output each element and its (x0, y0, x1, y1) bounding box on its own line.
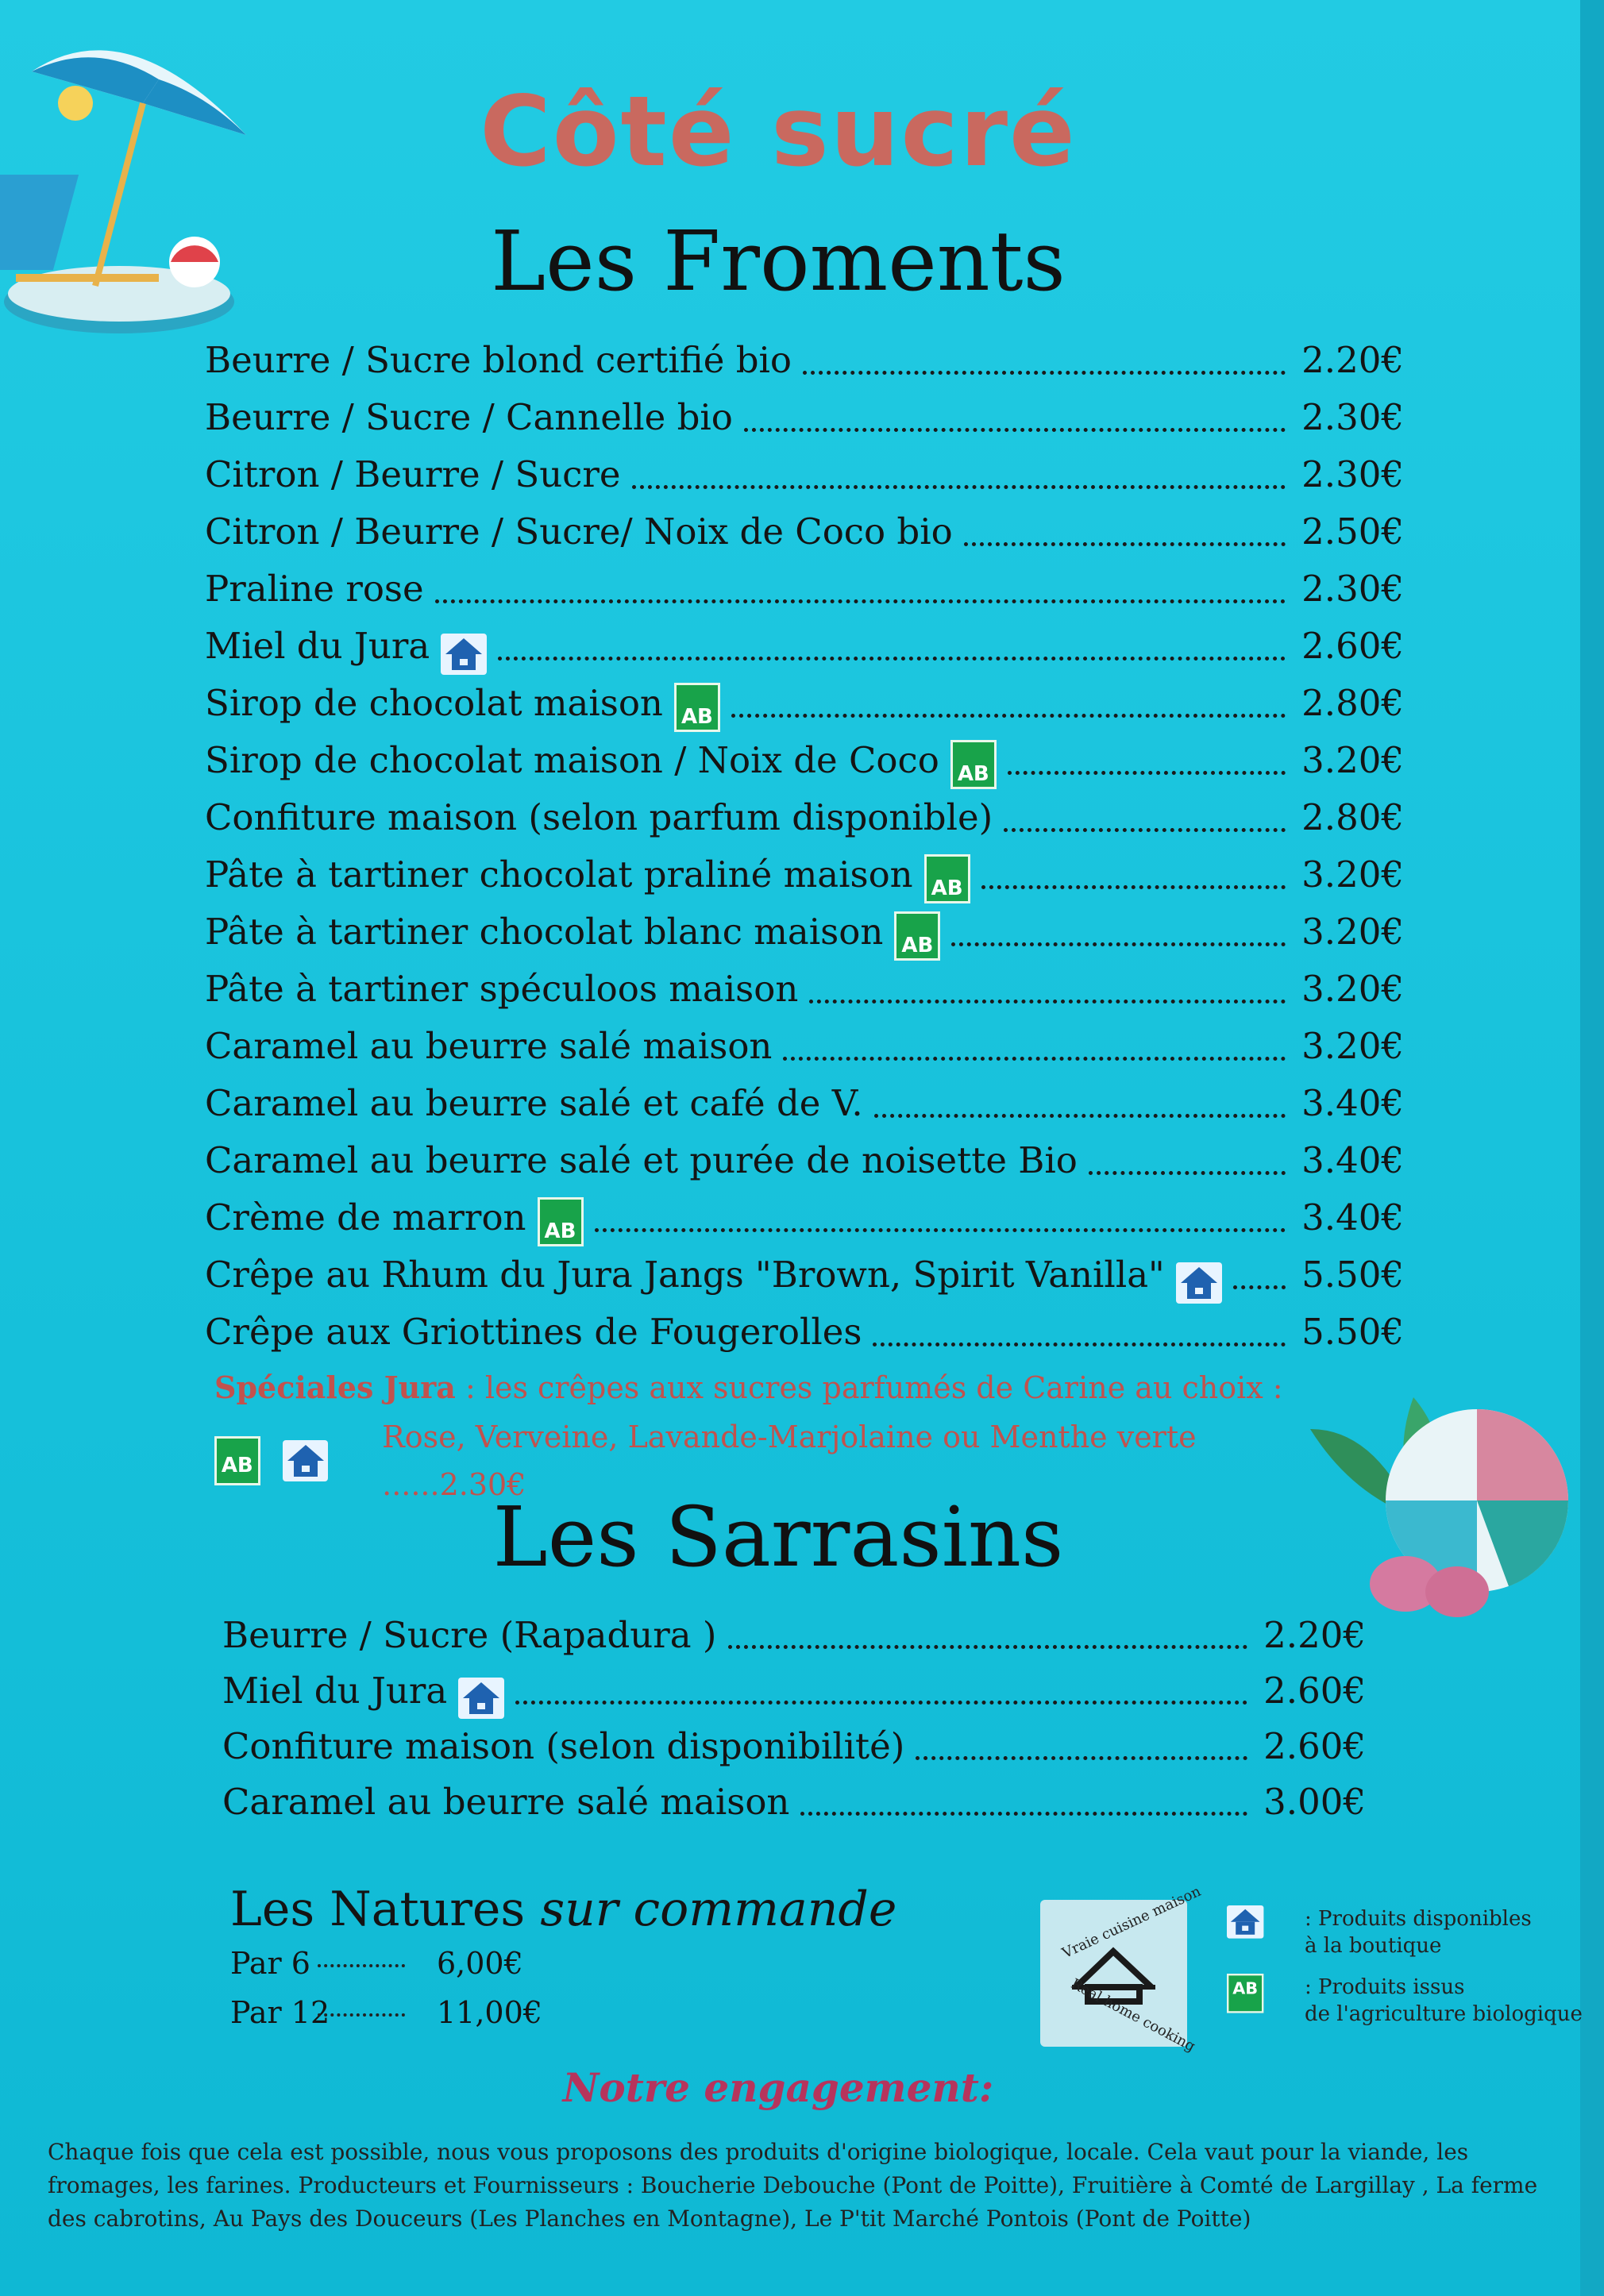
dot-leader (981, 885, 1286, 889)
menu-item-name: Praline rose (205, 568, 424, 610)
ab-bio-icon: AB (950, 740, 997, 789)
menu-item (205, 1304, 1404, 1361)
menu-item-name: Caramel au beurre salé maison (205, 1025, 773, 1067)
menu-item-price: 5.50€ (1301, 1311, 1404, 1353)
menu-item-name: Pâte à tartiner chocolat praliné maison (205, 853, 913, 896)
menu-item (205, 561, 1404, 618)
dot-leader (1233, 1285, 1286, 1289)
natures-item-price: 11,00€ (437, 1995, 542, 2030)
sarrasins-section-title: Les Sarrasins (492, 1489, 1064, 1585)
dot-leader (632, 485, 1286, 489)
menu-item-name: Sirop de chocolat maison (205, 682, 663, 724)
menu-item (205, 903, 1404, 961)
dot-leader (874, 1114, 1286, 1118)
menu-item-icons (674, 683, 720, 732)
legend-house (1227, 1905, 1583, 1959)
menu-item (205, 1189, 1404, 1246)
ab-bio-icon: AB (894, 911, 940, 961)
menu-item (205, 332, 1404, 389)
natures-list (230, 1940, 896, 2036)
froments-section-title: Les Froments (491, 213, 1066, 310)
menu-item-price: 3.40€ (1301, 1196, 1404, 1239)
menu-item-name: Pâte à tartiner spéculoos maison (205, 968, 799, 1010)
special-jura-note (214, 1364, 1342, 1508)
special-line-2-text: Rose, Verveine, Lavande-Marjolaine ou Menthe verte ......2.30€ (382, 1420, 1197, 1502)
menu-item-icons (894, 911, 940, 961)
menu-item-name: Sirop de chocolat maison / Noix de Coco (205, 739, 939, 781)
menu-item-price: 2.20€ (1301, 339, 1404, 381)
natures-section (230, 1882, 896, 2036)
froments-list (205, 332, 1404, 1361)
ab-bio-icon: AB (538, 1197, 584, 1246)
dot-leader (964, 542, 1286, 546)
menu-item-price: 3.20€ (1301, 739, 1404, 781)
menu-item (205, 732, 1404, 789)
engagement-text: Chaque fois que cela est possible, nous vous proposons des produits d'origine biologique, locale. Cela vaut pour la viande, les fromages, les farines. Producteurs et Fournisseurs : Boucherie Debouche (Pont de Poitte), Fruitière à Comté de Largillay , La ferme des cabrotins, Au Pays des Douceurs (Les Planches en Montagne), Le P'tit Marché Pontois (Pont de Poitte) (48, 2139, 1538, 2232)
menu-item-price: 3.20€ (1301, 968, 1404, 1010)
menu-item-name: Crêpe aux Griottines de Fougerolles (205, 1311, 862, 1353)
house-icon (441, 634, 487, 675)
special-line-1 (214, 1364, 1342, 1412)
menu-item-price: 2.50€ (1301, 510, 1404, 553)
menu-item-name: Crêpe au Rhum du Jura Jangs "Brown, Spirit Vanilla" (205, 1254, 1165, 1296)
ab-bio-icon: AB (924, 854, 970, 903)
menu-item-price: 3.40€ (1301, 1082, 1404, 1124)
page-title: Côté sucré (480, 75, 1077, 188)
dot-leader (498, 657, 1286, 661)
house-icon (1176, 1262, 1222, 1304)
dot-leader (435, 599, 1286, 603)
menu-item-icons (458, 1678, 504, 1719)
legend-bio-line-1: : Produits issus (1305, 1975, 1465, 1999)
legend (1227, 1905, 1583, 2042)
menu-item-icons (441, 634, 487, 675)
natures-item (230, 1940, 896, 1986)
menu-item (205, 503, 1404, 561)
page-edge (1580, 0, 1604, 2296)
sarrasins-list (222, 1608, 1366, 1830)
dot-leader (744, 428, 1286, 432)
dot-leader (515, 1701, 1247, 1705)
menu-item (222, 1663, 1366, 1719)
legend-house-line-2: à la boutique (1305, 1934, 1442, 1958)
dot-leader (731, 714, 1286, 718)
menu-item-price: 2.60€ (1263, 1670, 1366, 1712)
menu-item (205, 1075, 1404, 1132)
natures-title: Les Natures sur commande (230, 1882, 897, 1937)
menu-item (205, 961, 1404, 1018)
dot-leader (1008, 771, 1286, 775)
menu-item-price: 2.30€ (1301, 396, 1404, 438)
dot-leader (728, 1645, 1248, 1649)
menu-item-name: Miel du Jura (222, 1670, 448, 1712)
menu-item-icons (538, 1197, 584, 1246)
menu-item-price: 2.20€ (1263, 1614, 1366, 1656)
dot-leader (916, 1756, 1247, 1760)
menu-item-name: Confiture maison (selon disponibilité) (222, 1725, 905, 1767)
menu-item-icons (924, 854, 970, 903)
dot-leader (873, 1343, 1286, 1346)
menu-item (205, 846, 1404, 903)
menu-item-name: Crème de marron (205, 1196, 526, 1239)
badge-top-text: Vraie cuisine maison (1059, 1882, 1204, 1963)
menu-item (222, 1774, 1366, 1830)
menu-item-name: Beurre / Sucre blond certifié bio (205, 339, 792, 381)
menu-item-price: 3.40€ (1301, 1139, 1404, 1181)
dot-leader (803, 371, 1286, 375)
house-icon (283, 1440, 329, 1481)
dot-leader (595, 1228, 1286, 1232)
ab-bio-icon: AB (214, 1436, 260, 1485)
legend-bio (1227, 1974, 1583, 2028)
house-icon (458, 1678, 504, 1719)
menu-item-name: Caramel au beurre salé maison (222, 1781, 790, 1823)
dot-leader (318, 1940, 405, 1967)
vraie-cuisine-maison-badge (1040, 1882, 1204, 2055)
engagement-title: Notre engagement: (562, 2064, 994, 2111)
special-line-1-text: : les crêpes aux sucres parfumés de Carine au choix : (455, 1370, 1283, 1405)
house-icon (1227, 1905, 1263, 1939)
dot-leader (1089, 1171, 1286, 1175)
menu-item-name: Citron / Beurre / Sucre (205, 453, 621, 495)
menu-item-price: 2.60€ (1301, 625, 1404, 667)
natures-item-name: Par 6 (230, 1946, 310, 1981)
dot-leader (951, 942, 1286, 946)
menu-item-name: Caramel au beurre salé et purée de noisette Bio (205, 1139, 1078, 1181)
menu-item-icons (950, 740, 997, 789)
legend-bio-line-2: de l'agriculture biologique (1305, 2002, 1583, 2026)
menu-item-name: Confiture maison (selon parfum disponible) (205, 796, 993, 838)
ab-bio-icon: AB (1227, 1974, 1263, 2013)
menu-item-icons (1176, 1262, 1222, 1304)
menu-item (205, 1018, 1404, 1075)
ab-bio-icon: AB (674, 683, 720, 732)
menu-item-price: 2.80€ (1301, 682, 1404, 724)
menu-item (205, 389, 1404, 446)
menu-item (222, 1608, 1366, 1663)
menu-item-name: Miel du Jura (205, 625, 430, 667)
menu-item-price: 2.80€ (1301, 796, 1404, 838)
menu-item-price: 3.00€ (1263, 1781, 1366, 1823)
natures-item (230, 1990, 896, 2036)
menu-item (205, 1246, 1404, 1304)
menu-item (205, 1132, 1404, 1189)
menu-item-price: 2.60€ (1263, 1725, 1366, 1767)
menu-item-price: 3.20€ (1301, 853, 1404, 896)
dot-leader (318, 1990, 405, 2017)
special-highlight: Spéciales Jura (214, 1370, 456, 1405)
menu-item (205, 446, 1404, 503)
natures-item-price: 6,00€ (437, 1946, 523, 1981)
menu-item-name: Beurre / Sucre (Rapadura ) (222, 1614, 717, 1656)
dot-leader (809, 1000, 1286, 1004)
menu-item (222, 1719, 1366, 1774)
legend-house-line-1: : Produits disponibles (1305, 1907, 1532, 1931)
natures-title-italic: sur commande (540, 1882, 897, 1937)
menu-item-price: 3.20€ (1301, 1025, 1404, 1067)
menu-item-name: Caramel au beurre salé et café de V. (205, 1082, 863, 1124)
dot-leader (783, 1057, 1286, 1061)
menu-item-price: 2.30€ (1301, 568, 1404, 610)
menu-item-name: Beurre / Sucre / Cannelle bio (205, 396, 733, 438)
menu-item-price: 5.50€ (1301, 1254, 1404, 1296)
menu-item-name: Citron / Beurre / Sucre/ Noix de Coco bio (205, 510, 953, 553)
dot-leader (800, 1812, 1247, 1816)
menu-item-price: 2.30€ (1301, 453, 1404, 495)
menu-item-name: Pâte à tartiner chocolat blanc maison (205, 911, 884, 953)
menu-item (205, 789, 1404, 846)
menu-item-price: 3.20€ (1301, 911, 1404, 953)
badge-bottom-text: Real home cooking (1068, 1975, 1198, 2055)
natures-item-name: Par 12 (230, 1995, 330, 2030)
menu-item (205, 618, 1404, 675)
dot-leader (1004, 828, 1286, 832)
menu-item (205, 675, 1404, 732)
